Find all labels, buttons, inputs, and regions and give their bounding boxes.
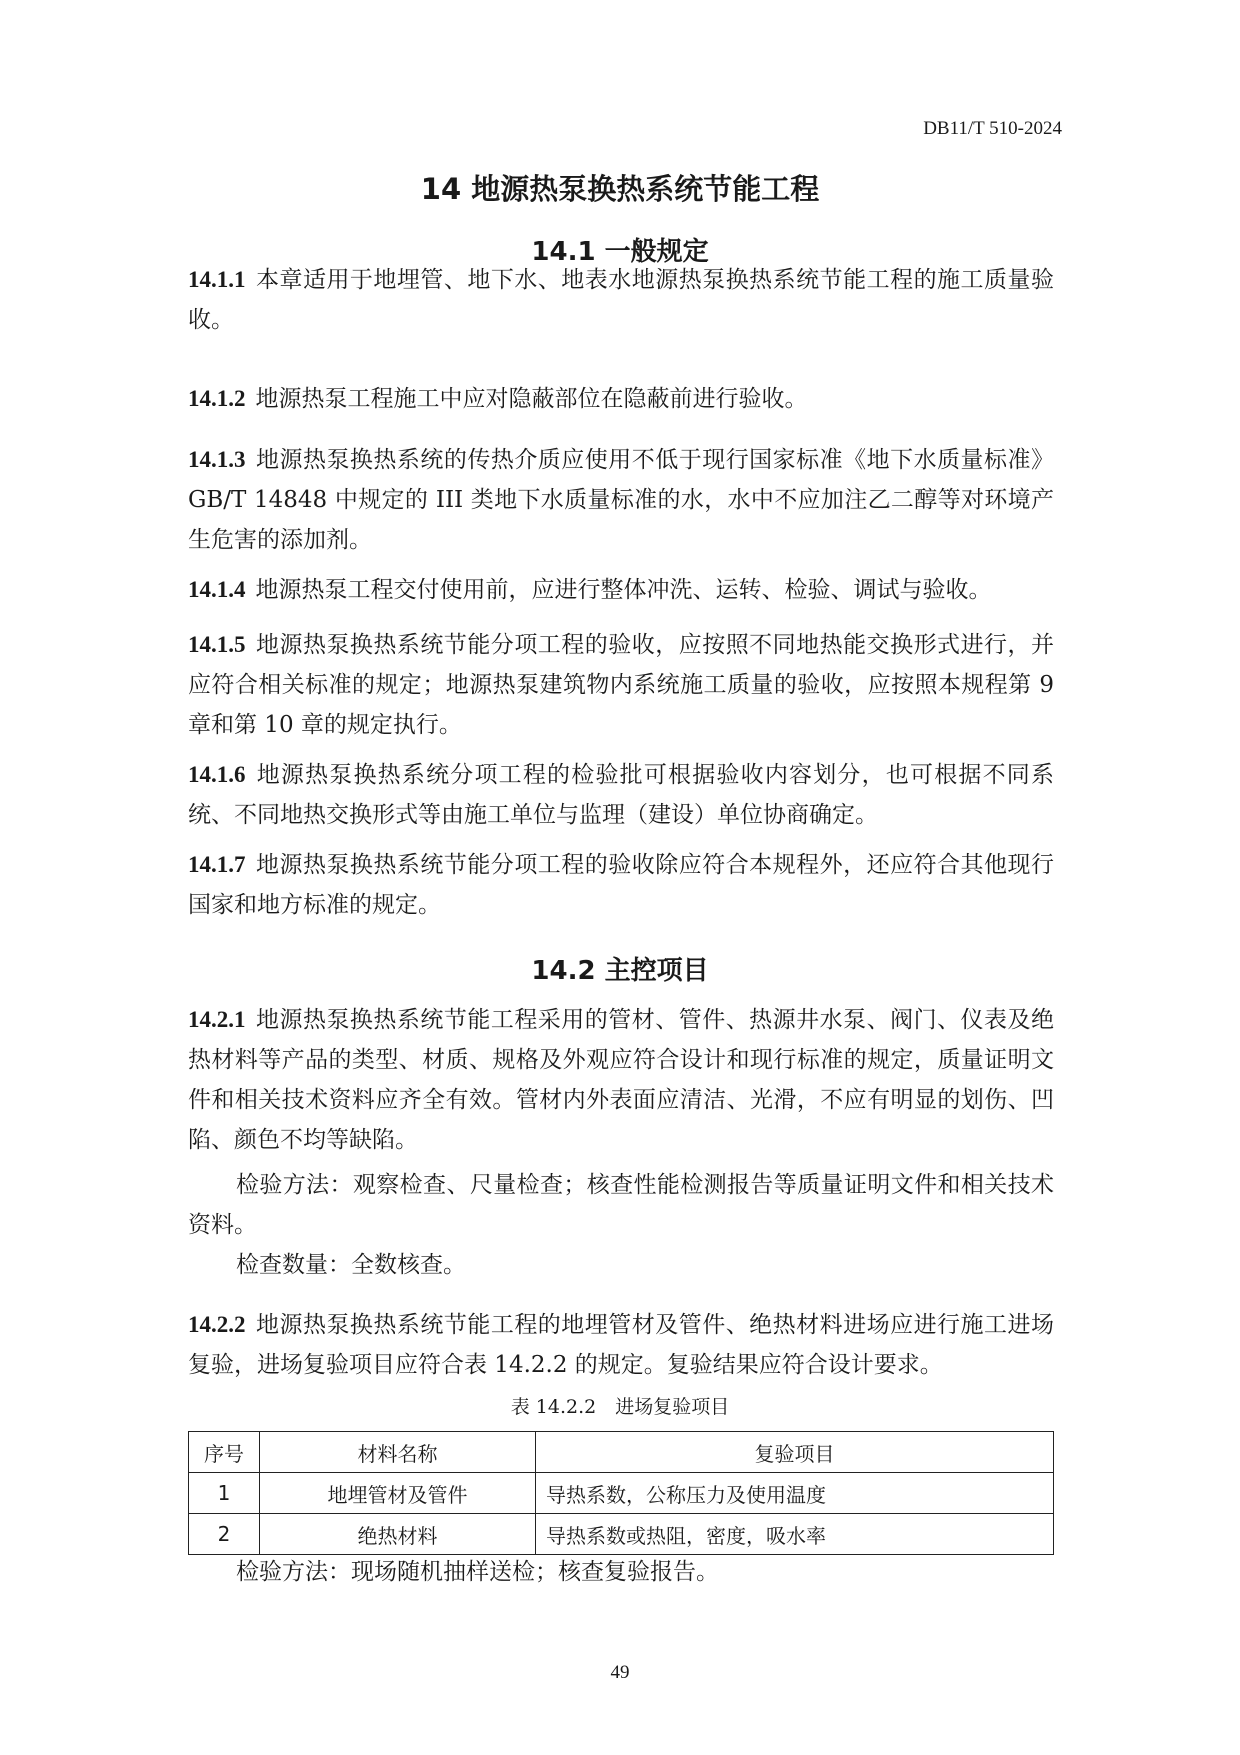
- clause-14-1-5: [188, 625, 1054, 745]
- inspection-method-14-2-1: 检验方法：观察检查、尺量检查；核查性能检测报告等质量证明文件和相关技术资料。: [188, 1172, 1054, 1238]
- clause-14-1-7: [188, 845, 1054, 925]
- header-serial: 序号: [189, 1432, 260, 1473]
- clause-text: 地源热泵换热系统节能工程采用的管材、管件、热源井水泵、阀门、仪表及绝热材料等产品的类型、材质、规格及外观应符合设计和现行标准的规定，质量证明文件和相关技术资料应齐全有效。管材内外表面应清洁、光滑，不应有明显的划伤、凹陷、颜色不均等缺陷。: [188, 1007, 1054, 1153]
- clause-number: 14.1.1: [188, 267, 246, 292]
- clause-14-1-1: [188, 260, 1054, 340]
- table-row: [189, 1473, 1054, 1514]
- clause-14-1-6: [188, 755, 1054, 835]
- cell-serial: 1: [189, 1473, 260, 1514]
- clause-number: 14.1.2: [188, 386, 246, 411]
- clause-number: 14.1.7: [188, 852, 246, 877]
- clause-text: 地源热泵换热系统节能分项工程的验收，应按照不同地热能交换形式进行，并应符合相关标准的规定；地源热泵建筑物内系统施工质量的验收，应按照本规程第 9 章和第 10 章的规定执行。: [188, 632, 1054, 738]
- cell-serial: 2: [189, 1514, 260, 1555]
- clause-text: 地源热泵换热系统节能分项工程的验收除应符合本规程外，还应符合其他现行国家和地方标准的规定。: [188, 852, 1054, 918]
- clause-14-2-2: [188, 1305, 1054, 1385]
- clause-number: 14.2.1: [188, 1007, 246, 1032]
- review-items-table: [188, 1431, 1054, 1555]
- clause-14-2-1: [188, 1000, 1054, 1160]
- clause-number: 14.1.5: [188, 632, 246, 657]
- clause-text: 地源热泵换热系统节能工程的地埋管材及管件、绝热材料进场应进行施工进场复验，进场复验项目应符合表 14.2.2 的规定。复验结果应符合设计要求。: [188, 1312, 1054, 1378]
- clause-number: 14.1.4: [188, 577, 246, 602]
- page-number: 49: [610, 1662, 630, 1683]
- cell-material: 绝热材料: [260, 1514, 536, 1555]
- table-caption: 表 14.2.2 进场复验项目: [510, 1396, 730, 1418]
- clause-14-1-4: [188, 570, 1054, 610]
- table-row: [189, 1514, 1054, 1555]
- clause-text: 地源热泵换热系统分项工程的检验批可根据验收内容划分，也可根据不同系统、不同地热交换形式等由施工单位与监理（建设）单位协商确定。: [188, 762, 1054, 828]
- clause-number: 14.1.6: [188, 762, 246, 787]
- section-title-14-1: 14.1 一般规定: [531, 237, 709, 267]
- clause-14-1-2: [188, 379, 1054, 419]
- clause-text: 地源热泵换热系统的传热介质应使用不低于现行国家标准《地下水质量标准》GB/T 14848 中规定的 III 类地下水质量标准的水，水中不应加注乙二醇等对环境产生危害的添加剂。: [188, 447, 1054, 553]
- cell-material: 地埋管材及管件: [260, 1473, 536, 1514]
- cell-review-item: 导热系数或热阻，密度，吸水率: [536, 1514, 1054, 1555]
- clause-text: 本章适用于地埋管、地下水、地表水地源热泵换热系统节能工程的施工质量验收。: [188, 267, 1054, 333]
- section-title-14-2: 14.2 主控项目: [531, 956, 709, 986]
- table-header-row: [189, 1432, 1054, 1473]
- standard-code: DB11/T 510-2024: [923, 118, 1062, 139]
- chapter-title: 14 地源热泵换热系统节能工程: [420, 172, 820, 206]
- header-material: 材料名称: [260, 1432, 536, 1473]
- inspection-method-14-2-2: 检验方法：现场随机抽样送检；核查复验报告。: [236, 1559, 719, 1585]
- cell-review-item: 导热系数，公称压力及使用温度: [536, 1473, 1054, 1514]
- clause-text: 地源热泵工程交付使用前，应进行整体冲洗、运转、检验、调试与验收。: [255, 577, 992, 603]
- clause-number: 14.2.2: [188, 1312, 246, 1337]
- clause-14-1-3: [188, 440, 1054, 560]
- header-review-item: 复验项目: [536, 1432, 1054, 1473]
- inspection-quantity-14-2-1: 检查数量：全数核查。: [236, 1252, 466, 1278]
- clause-text: 地源热泵工程施工中应对隐蔽部位在隐蔽前进行验收。: [255, 386, 808, 412]
- clause-number: 14.1.3: [188, 447, 246, 472]
